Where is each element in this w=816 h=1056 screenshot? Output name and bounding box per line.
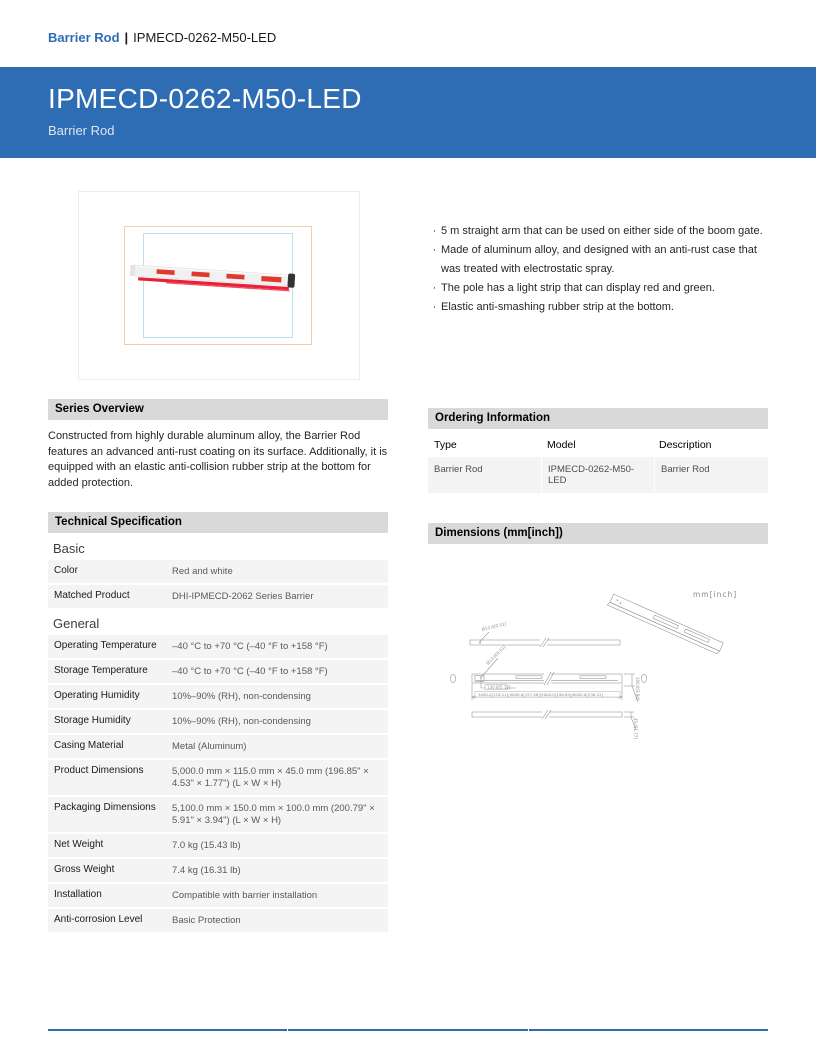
breadcrumb-separator: | [124,30,129,45]
highlight-text: Made of aluminum alloy, and designed with an anti-rust case that was treated with electrostatic spray. [441,244,757,275]
ordering-header-row [428,432,768,457]
ordering-cell-description: Barrier Rod [655,457,768,493]
spec-group-basic: Basic [53,541,85,556]
bullet-icon: · [432,244,437,256]
table-row [48,735,388,758]
spec-value: –40 °C to +70 °C (–40 °F to +158 °F) [172,666,328,677]
page-title: IPMECD-0262-M50-LED [48,83,362,114]
ordering-cell-model: IPMECD-0262-M50-LED [542,457,654,493]
ordering-cell-type: Barrier Rod [428,457,541,493]
table-row [48,585,388,608]
spec-value: –40 °C to +70 °C (–40 °F to +158 °F) [172,641,328,652]
ordering-header-type: Type [434,439,457,451]
spec-value: 10%–90% (RH), non-condensing [172,691,311,702]
bullet-icon: · [432,301,437,313]
table-row [48,797,388,832]
spec-group-general: General [53,616,100,631]
spec-label: Matched Product [54,590,130,601]
spec-value: 7.0 kg (15.43 lb) [172,840,241,851]
series-overview-text: Constructed from highly durable aluminum alloy, the Barrier Rod features an advanced anti-rust coating on its surface. Additionally, it is equipped with an elastic anti-collision rubber strip at the bottom for added protection. [48,430,388,489]
breadcrumb [48,30,276,45]
spec-label: Storage Temperature [54,665,148,676]
spec-label: Net Weight [54,839,104,850]
spec-value: Basic Protection [172,915,241,926]
spec-label: Packaging Dimensions [54,802,156,813]
dim-thickness: 45.0[1.77] [633,718,638,739]
dim-length: 3000.0[118.11]/4000.0[157.48]/5000.0[196.85]/6000.0[236.22] [478,691,603,697]
spec-label: Product Dimensions [54,765,144,776]
ordering-header-description: Description [659,439,712,451]
product-image [78,191,360,380]
table-row [48,859,388,882]
left-column [48,191,388,934]
spec-value: Compatible with barrier installation [172,890,318,901]
page-subtitle: Barrier Rod [48,123,115,138]
breadcrumb-model: IPMECD-0262-M50-LED [133,30,277,45]
bullet-icon: · [432,282,437,294]
breadcrumb-category: Barrier Rod [48,30,120,45]
section-ordering-information: Ordering Information [428,408,768,429]
spec-label: Casing Material [54,740,124,751]
title-banner [0,67,816,158]
ordering-header-model: Model [547,439,576,451]
list-item [428,298,768,317]
spec-value: Red and white [172,566,233,577]
table-row [48,635,388,658]
highlight-text: The pole has a light strip that can display red and green. [441,282,715,294]
dim-hole-front: Ø13.0[0.51] [485,644,507,666]
table-row [48,760,388,795]
spec-label: Installation [54,889,102,900]
spec-label: Color [54,565,78,576]
table-row [48,685,388,708]
spec-value: DHI-IPMECD-2062 Series Barrier [172,591,314,602]
ordering-table [428,432,768,493]
table-row [48,834,388,857]
table-row [48,710,388,733]
spec-label: Storage Humidity [54,715,131,726]
spec-label: Operating Humidity [54,690,140,701]
list-item [428,222,768,241]
spec-value: 5,000.0 mm × 115.0 mm × 45.0 mm (196.85" × 4.53" × 1.77") (L × W × H) [172,766,369,789]
footer-rule [48,1029,768,1031]
dim-hole-top: Ø13.0[0.51] [481,621,507,632]
table-row [428,457,768,493]
dim-offset: 130.0[5.12] [487,684,511,690]
highlights-list [428,222,768,317]
highlight-text: Elastic anti-smashing rubber strip at the bottom. [441,301,674,313]
section-technical-specification: Technical Specification [48,512,388,533]
table-row [48,560,388,583]
table-row [48,884,388,907]
right-column [428,191,768,769]
section-dimensions: Dimensions (mm[inch]) [428,523,768,544]
bullet-icon: · [432,225,437,237]
spec-value: 10%–90% (RH), non-condensing [172,716,311,727]
spec-label: Anti-corrosion Level [54,914,143,925]
spec-value: Metal (Aluminum) [172,741,247,752]
spec-label: Gross Weight [54,864,115,875]
list-item [428,279,768,298]
highlight-text: 5 m straight arm that can be used on either side of the boom gate. [441,225,763,237]
spec-value: 5,100.0 mm × 150.0 mm × 100.0 mm (200.79" × 5.91" × 3.94") (L × W × H) [172,803,375,826]
list-item [428,241,768,279]
spec-label: Operating Temperature [54,640,157,651]
spec-value: 7.4 kg (16.31 lb) [172,865,241,876]
section-series-overview: Series Overview [48,399,388,420]
unit-label: mm[inch] [693,590,738,599]
dimensions-drawing [428,564,768,769]
dim-height: 100.0[3.94] [635,677,640,701]
table-row [48,660,388,683]
barrier-rod-illustration [129,252,309,297]
table-row [48,909,388,932]
